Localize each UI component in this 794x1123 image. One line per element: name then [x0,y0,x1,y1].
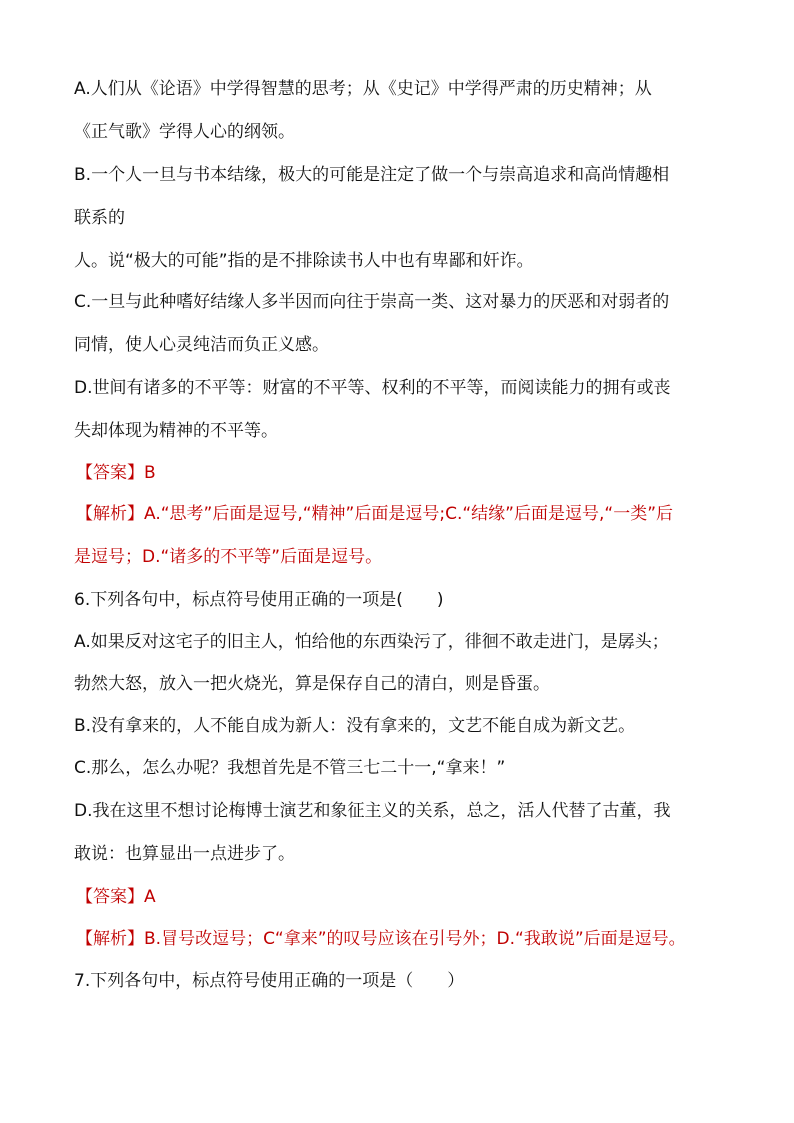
q6-answer-label: 【答案】A [76,887,156,907]
q6-option-d-line-2: 敢说：也算显出一点进步了。 [74,844,295,864]
option-b-line-3: 人。说“极大的可能”指的是不排除读书人中也有卑鄙和奸诈。 [74,251,534,271]
option-c-line-2: 同情，使人心灵纯洁而负正义感。 [74,335,329,355]
q6-option-a-line-1: A.如果反对这宅子的旧主人，怕给他的东西染污了，徘徊不敢走进门，是孱头； [74,632,669,652]
option-a-line-2: 《正气歌》学得人心的纲领。 [74,122,295,142]
analysis-line-2: 是逗号；D.“诸多的不平等”后面是逗号。 [74,547,383,567]
option-b-line-2: 联系的 [74,208,125,228]
q6-analysis: 【解析】B.冒号改逗号；C“拿来”的叹号应该在引号外；D.“我敢说”后面是逗号。 [76,929,686,949]
question-6-stem: 6.下列各句中，标点符号使用正确的一项是( ) [74,590,444,610]
q6-option-d-line-1: D.我在这里不想讨论梅博士演艺和象征主义的关系，总之，活人代替了古董，我 [74,801,671,821]
option-d-line-2: 失却体现为精神的不平等。 [74,421,278,441]
option-d-line-1: D.世间有诸多的不平等：财富的不平等、权利的不平等，而阅读能力的拥有或丧 [74,378,671,398]
q6-option-a-line-2: 勃然大怒，放入一把火烧光，算是保存自己的清白，则是昏蛋。 [74,674,550,694]
option-a-line-1: A.人们从《论语》中学得智慧的思考；从《史记》中学得严肃的历史精神；从 [74,79,652,99]
option-b-line-1: B.一个人一旦与书本结缘，极大的可能是注定了做一个与崇高追求和高尚情趣相 [74,165,670,185]
question-7-stem: 7.下列各句中，标点符号使用正确的一项是（ ） [74,971,465,991]
option-c-line-1: C.一旦与此种嗜好结缘人多半因而向往于崇高一类、这对暴力的厌恶和对弱者的 [74,292,670,312]
analysis-line-1: 【解析】A.“思考”后面是逗号,“精神”后面是逗号;C.“结缘”后面是逗号,“一类”后 [76,504,673,524]
q6-option-c: C.那么，怎么办呢？我想首先是不管三七二十一,“拿来！” [74,758,506,778]
q6-option-b: B.没有拿来的，人不能自成为新人：没有拿来的，文艺不能自成为新文艺。 [74,716,636,736]
answer-label: 【答案】B [76,463,156,483]
